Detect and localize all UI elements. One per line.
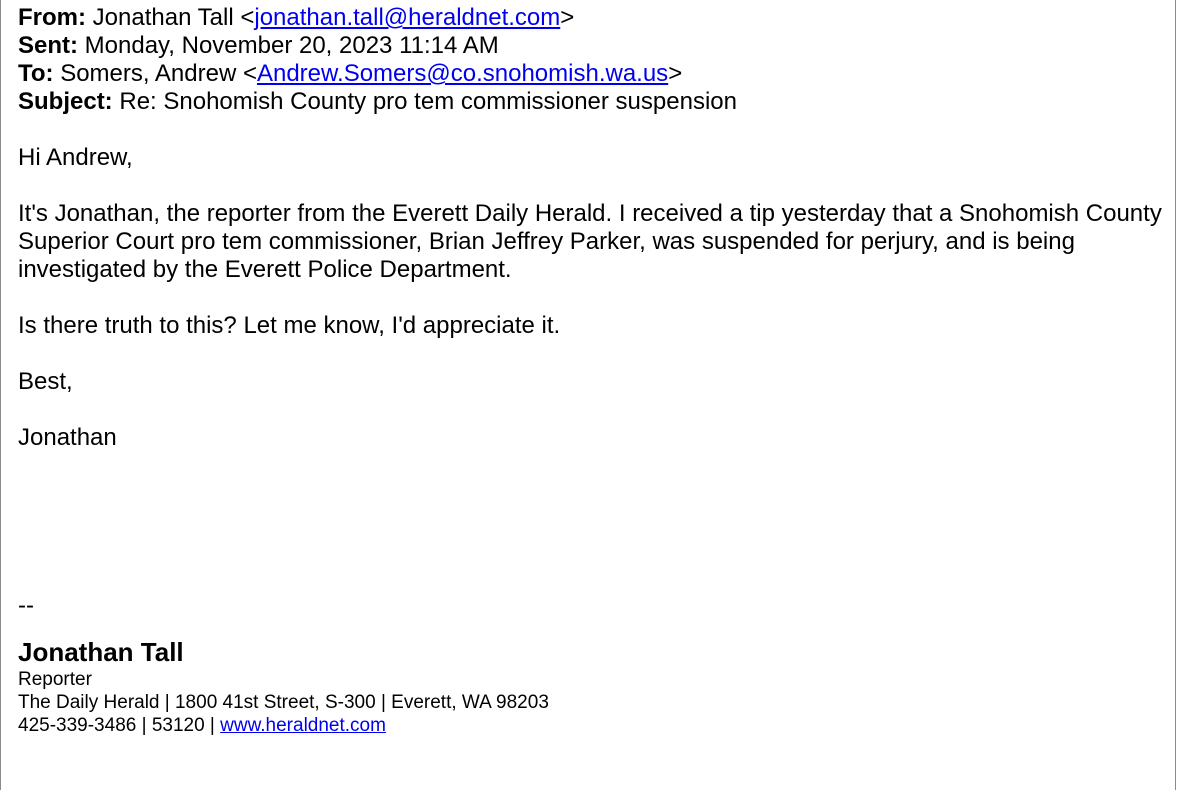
email-message	[18, 4, 1165, 737]
from-email-close: >	[560, 4, 575, 31]
to-label: To:	[18, 60, 54, 87]
from-line	[18, 4, 1165, 32]
signature-title: Reporter	[18, 669, 92, 690]
greeting: Hi Andrew,	[18, 144, 133, 171]
signature-name: Jonathan Tall	[18, 637, 184, 667]
signature-separator: --	[18, 592, 34, 619]
sender-first-name: Jonathan	[18, 424, 117, 451]
signature-contact-line	[18, 714, 1165, 737]
body-paragraph-2: Is there truth to this? Let me know, I'd appreciate it.	[18, 312, 561, 339]
from-label: From:	[18, 4, 86, 31]
closing: Best,	[18, 368, 73, 395]
from-email-link[interactable]: jonathan.tall@heraldnet.com	[254, 4, 561, 31]
to-email-link[interactable]: Andrew.Somers@co.snohomish.wa.us	[256, 60, 669, 87]
signature-phone: 425-339-3486 | 53120 |	[18, 715, 221, 736]
sent-value: Monday, November 20, 2023 11:14 AM	[84, 32, 499, 59]
subject-label: Subject:	[18, 88, 113, 115]
signature-block	[18, 636, 1165, 737]
subject-line	[18, 88, 1165, 116]
body-paragraph-1: It's Jonathan, the reporter from the Everett Daily Herald. I received a tip yesterday that a Snohomish County Superior Court pro tem commissioner, Brian Jeffrey Parker, was suspended for perjury, and is being investigated by the Everett Police Department.	[18, 200, 1162, 283]
sent-line	[18, 32, 1165, 60]
to-name: Somers, Andrew <	[60, 60, 257, 87]
from-name: Jonathan Tall <	[92, 4, 255, 31]
signature-address: The Daily Herald | 1800 41st Street, S-300 | Everett, WA 98203	[18, 692, 549, 713]
to-email-close: >	[668, 60, 683, 87]
to-line	[18, 60, 1165, 88]
sent-label: Sent:	[18, 32, 78, 59]
subject-value: Re: Snohomish County pro tem commissioner suspension	[119, 88, 737, 115]
signature-website-link[interactable]: www.heraldnet.com	[220, 715, 386, 736]
